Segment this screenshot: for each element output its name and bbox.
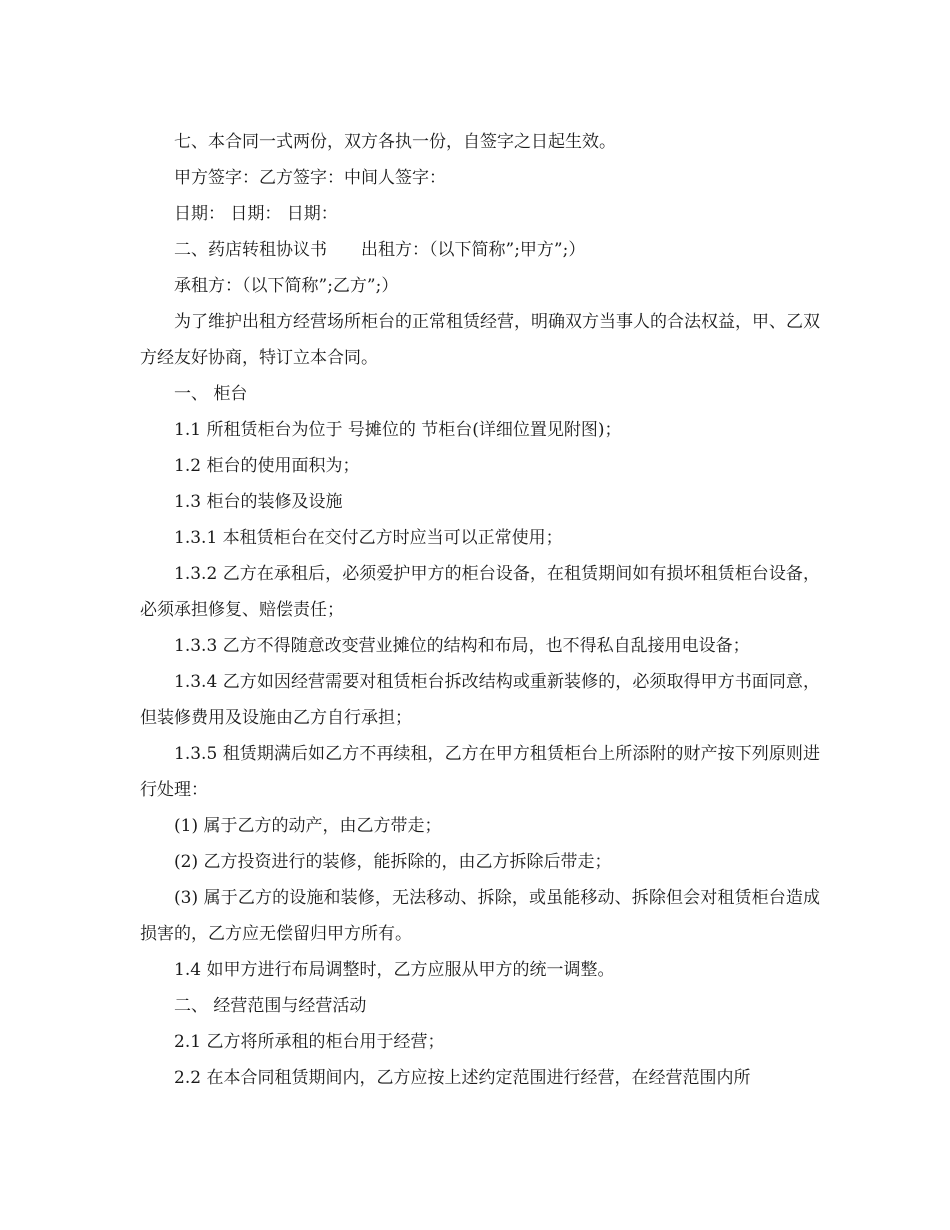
sub-item-1: (1) 属于乙方的动产，由乙方带走； bbox=[174, 816, 442, 836]
agreement-title-lessor: 二、药店转租协议书 出租方：（以下简称”;甲方”;） bbox=[174, 240, 586, 260]
clause-2-1: 2.1 乙方将所承租的柜台用于经营； bbox=[174, 1032, 445, 1052]
section-one-heading: 一、 柜台 bbox=[174, 384, 248, 404]
sub-item-2: (2) 乙方投资进行的装修，能拆除的，由乙方拆除后带走； bbox=[174, 852, 612, 872]
clause-1-3-4: 1.3.4 乙方如因经营需要对租赁柜台拆改结构或重新装修的，必须取得甲方书面同意，但装修费用及设施由乙方自行承担； bbox=[140, 672, 820, 728]
clause-1-3: 1.3 柜台的装修及设施 bbox=[174, 492, 343, 512]
clause-seven-copies: 七、本合同一式两份，双方各执一份，自签字之日起生效。 bbox=[174, 132, 616, 152]
document-body bbox=[140, 124, 820, 1096]
clause-1-3-3: 1.3.3 乙方不得随意改变营业摊位的结构和布局，也不得私自乱接用电设备； bbox=[174, 636, 750, 656]
clause-2-2: 2.2 在本合同租赁期间内，乙方应按上述约定范围进行经营，在经营范围内所 bbox=[174, 1068, 751, 1088]
clause-1-1: 1.1 所租赁柜台为位于 号摊位的 节柜台(详细位置见附图)； bbox=[174, 420, 622, 440]
clause-1-4: 1.4 如甲方进行布局调整时，乙方应服从甲方的统一调整。 bbox=[174, 960, 615, 980]
clause-1-3-1: 1.3.1 本租赁柜台在交付乙方时应当可以正常使用； bbox=[174, 528, 563, 548]
clause-1-2: 1.2 柜台的使用面积为； bbox=[174, 456, 360, 476]
signature-line: 甲方签字：乙方签字：中间人签字： bbox=[174, 168, 446, 188]
clause-1-3-5: 1.3.5 租赁期满后如乙方不再续租，乙方在甲方租赁柜台上所添附的财产按下列原则进行处理： bbox=[140, 744, 820, 800]
lessee-line: 承租方：（以下简称”;乙方”;） bbox=[174, 276, 399, 296]
sub-item-3: (3) 属于乙方的设施和装修，无法移动、拆除，或虽能移动、拆除但会对租赁柜台造成损害的，乙方应无偿留归甲方所有。 bbox=[140, 888, 820, 944]
date-line: 日期： 日期： 日期： bbox=[174, 204, 338, 224]
section-two-heading: 二、 经营范围与经营活动 bbox=[174, 996, 367, 1016]
clause-1-3-2: 1.3.2 乙方在承租后，必须爱护甲方的柜台设备，在租赁期间如有损坏租赁柜台设备，必须承担修复、赔偿责任； bbox=[140, 564, 820, 620]
preamble: 为了维护出租方经营场所柜台的正常租赁经营，明确双方当事人的合法权益，甲、乙双方经友好协商，特订立本合同。 bbox=[140, 312, 820, 368]
